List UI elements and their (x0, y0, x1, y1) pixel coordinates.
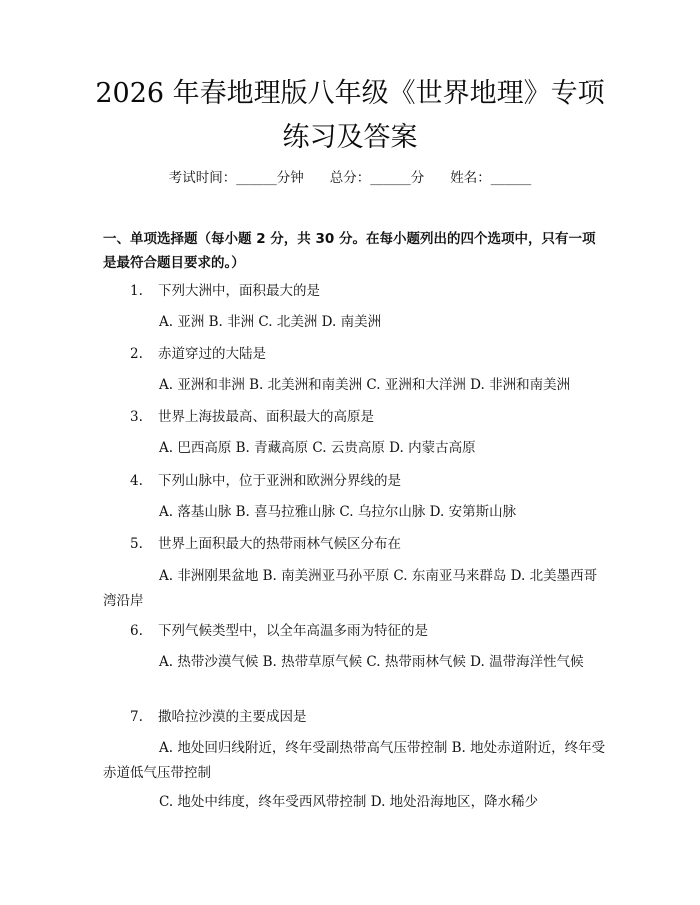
question-6-options: A. 热带沙漠气候 B. 热带草原气候 C. 热带雨林气候 D. 温带海洋性气候 (159, 654, 584, 670)
question-number: 7. (130, 709, 143, 725)
document-title: 2026 年春地理版八年级《世界地理》专项练习及答案 (95, 78, 605, 153)
question-3 (130, 405, 374, 429)
score-label: 总分： (329, 170, 371, 186)
question-number: 5. (130, 536, 143, 552)
question-text: 世界上海拔最高、面积最大的高原是 (158, 409, 374, 425)
name-blank: ______ (490, 170, 532, 186)
question-3-options: A. 巴西高原 B. 青藏高原 C. 云贵高原 D. 内蒙古高原 (159, 440, 476, 456)
question-text: 下列大洲中，面积最大的是 (158, 283, 320, 299)
question-text: 赤道穿过的大陆是 (158, 346, 266, 362)
question-7-options-ab: A. 地处回归线附近，终年受副热带高气压带控制 B. 地处赤道附近，终年受赤道低气压带控制 (103, 740, 606, 781)
question-7-options-cd: C. 地处中纬度，终年受西风带控制 D. 地处沿海地区，降水稀少 (159, 794, 539, 810)
question-4 (130, 469, 401, 493)
time-unit: 分钟 (276, 170, 304, 186)
question-number: 3. (130, 409, 143, 425)
exam-info-line (0, 166, 700, 190)
question-1 (130, 279, 320, 303)
question-2-options: A. 亚洲和非洲 B. 北美洲和南美洲 C. 亚洲和大洋洲 D. 非洲和南美洲 (159, 377, 571, 393)
question-number: 4. (130, 473, 143, 489)
question-text: 撒哈拉沙漠的主要成因是 (158, 709, 307, 725)
question-text: 世界上面积最大的热带雨林气候区分布在 (158, 536, 401, 552)
question-number: 6. (130, 623, 143, 639)
section-heading: 一、单项选择题（每小题 2 分，共 30 分。在每小题列出的四个选项中，只有一项是最符合题目要求的。） (103, 231, 596, 271)
score-blank: ______ (370, 170, 411, 186)
question-4-options: A. 落基山脉 B. 喜马拉雅山脉 C. 乌拉尔山脉 D. 安第斯山脉 (159, 504, 517, 520)
name-label: 姓名： (450, 170, 491, 186)
question-number: 2. (130, 346, 143, 362)
question-5 (130, 532, 401, 556)
score-unit: 分 (410, 170, 425, 186)
question-6 (130, 619, 428, 643)
question-text: 下列气候类型中，以全年高温多雨为特征的是 (158, 623, 428, 639)
question-number: 1. (130, 283, 143, 299)
question-5-options: A. 非洲刚果盆地 B. 南美洲亚马孙平原 C. 东南亚马来群岛 D. 北美墨西哥湾沿岸 (103, 568, 598, 609)
question-text: 下列山脉中，位于亚洲和欧洲分界线的是 (158, 473, 401, 489)
question-2 (130, 342, 266, 366)
time-label: 考试时间： (168, 170, 237, 186)
time-blank: ______ (236, 170, 277, 186)
question-7 (130, 705, 307, 729)
question-1-options: A. 亚洲 B. 非洲 C. 北美洲 D. 南美洲 (159, 314, 382, 330)
